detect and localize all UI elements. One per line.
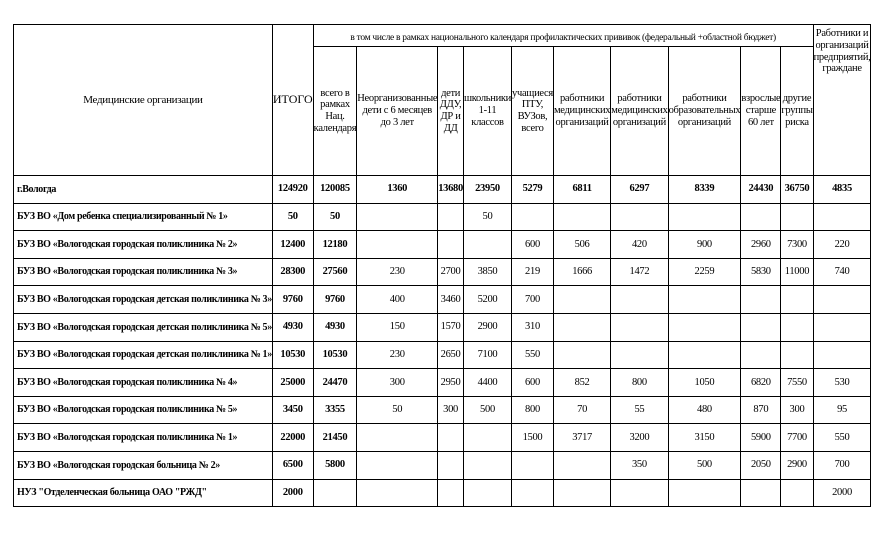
table-row — [14, 231, 871, 259]
row-total-value: 124920 — [272, 176, 313, 204]
row-value-cell: 900 — [668, 231, 741, 259]
row-value-cell: 7100 — [463, 341, 511, 369]
row-organization-name: БУЗ ВО «Вологодская городская поликлиника № 5» — [14, 396, 273, 424]
row-value-cell: 10530 — [313, 341, 357, 369]
row-value-cell: 600 — [512, 231, 554, 259]
row-value-cell — [741, 203, 781, 231]
header-sub-all-national: всего в рамках Нац. календаря — [313, 47, 357, 176]
row-value-cell: 420 — [611, 231, 668, 259]
header-sub-kindergarten-children: дети ДДУ, ДР и ДД — [438, 47, 464, 176]
table-row — [14, 341, 871, 369]
row-value-cell: 12180 — [313, 231, 357, 259]
row-organization-name: г.Вологда — [14, 176, 273, 204]
row-value-cell: 2900 — [781, 451, 813, 479]
row-workers-value: 220 — [813, 231, 871, 259]
table-row — [14, 424, 871, 452]
row-value-cell: 24470 — [313, 369, 357, 397]
row-value-cell: 7700 — [781, 424, 813, 452]
row-value-cell: 55 — [611, 396, 668, 424]
row-value-cell — [438, 203, 464, 231]
row-value-cell: 500 — [668, 451, 741, 479]
row-value-cell: 2259 — [668, 258, 741, 286]
row-value-cell — [313, 479, 357, 506]
row-workers-value — [813, 313, 871, 341]
row-value-cell: 852 — [553, 369, 610, 397]
row-workers-value: 95 — [813, 396, 871, 424]
row-value-cell: 6820 — [741, 369, 781, 397]
row-workers-value — [813, 203, 871, 231]
row-value-cell: 300 — [357, 369, 438, 397]
row-workers-value — [813, 341, 871, 369]
row-value-cell — [463, 231, 511, 259]
row-value-cell: 500 — [463, 396, 511, 424]
row-value-cell: 3355 — [313, 396, 357, 424]
row-value-cell: 5200 — [463, 286, 511, 314]
row-value-cell: 506 — [553, 231, 610, 259]
row-workers-value: 530 — [813, 369, 871, 397]
row-value-cell — [357, 203, 438, 231]
row-value-cell — [463, 424, 511, 452]
row-value-cell — [438, 451, 464, 479]
row-value-cell: 50 — [357, 396, 438, 424]
row-total-value: 9760 — [272, 286, 313, 314]
row-value-cell: 4400 — [463, 369, 511, 397]
row-value-cell: 2900 — [463, 313, 511, 341]
header-sub-medical-workers-a: работники медицинских организаций — [553, 47, 610, 176]
row-workers-value: 2000 — [813, 479, 871, 506]
row-value-cell: 7300 — [781, 231, 813, 259]
row-value-cell — [611, 313, 668, 341]
header-workers-citizens: Работники и организаций предприятий, граждане — [813, 25, 871, 176]
row-total-value: 10530 — [272, 341, 313, 369]
row-value-cell — [741, 341, 781, 369]
row-value-cell: 70 — [553, 396, 610, 424]
row-value-cell — [463, 451, 511, 479]
row-organization-name: НУЗ "Отделенческая больница ОАО "РЖД" — [14, 479, 273, 506]
header-sub-schoolchildren: школьники 1-11 классов — [463, 47, 511, 176]
row-value-cell: 400 — [357, 286, 438, 314]
row-organization-name: БУЗ ВО «Вологодская городская поликлиника № 4» — [14, 369, 273, 397]
row-value-cell: 2050 — [741, 451, 781, 479]
header-organizations: Медицинские организации — [14, 25, 273, 176]
row-total-value: 4930 — [272, 313, 313, 341]
row-workers-value — [813, 286, 871, 314]
row-value-cell: 600 — [512, 369, 554, 397]
row-value-cell — [512, 203, 554, 231]
row-value-cell: 6297 — [611, 176, 668, 204]
row-workers-value: 4835 — [813, 176, 871, 204]
row-value-cell: 7550 — [781, 369, 813, 397]
row-value-cell: 50 — [313, 203, 357, 231]
row-value-cell — [611, 286, 668, 314]
row-total-value: 6500 — [272, 451, 313, 479]
row-value-cell: 6811 — [553, 176, 610, 204]
row-value-cell: 1472 — [611, 258, 668, 286]
vaccination-table — [13, 24, 871, 507]
row-value-cell — [357, 451, 438, 479]
row-value-cell — [438, 424, 464, 452]
row-value-cell: 219 — [512, 258, 554, 286]
header-sub-education-workers: работники образовательных организаций — [668, 47, 741, 176]
table-row — [14, 396, 871, 424]
row-value-cell: 550 — [512, 341, 554, 369]
row-value-cell — [668, 313, 741, 341]
row-value-cell: 5900 — [741, 424, 781, 452]
row-value-cell: 3717 — [553, 424, 610, 452]
row-value-cell: 11000 — [781, 258, 813, 286]
row-workers-value: 550 — [813, 424, 871, 452]
table-row — [14, 369, 871, 397]
row-value-cell: 9760 — [313, 286, 357, 314]
row-organization-name: БУЗ ВО «Вологодская городская больница № 2» — [14, 451, 273, 479]
row-value-cell: 21450 — [313, 424, 357, 452]
row-value-cell: 1360 — [357, 176, 438, 204]
row-value-cell — [553, 286, 610, 314]
row-value-cell — [553, 203, 610, 231]
row-organization-name: БУЗ ВО «Вологодская городская детская поликлиника № 1» — [14, 341, 273, 369]
row-value-cell: 350 — [611, 451, 668, 479]
table-row — [14, 203, 871, 231]
row-value-cell: 3460 — [438, 286, 464, 314]
row-value-cell — [438, 231, 464, 259]
row-total-value: 22000 — [272, 424, 313, 452]
row-organization-name: БУЗ ВО «Вологодская городская детская поликлиника № 3» — [14, 286, 273, 314]
row-value-cell — [553, 341, 610, 369]
row-value-cell — [781, 286, 813, 314]
row-value-cell: 5800 — [313, 451, 357, 479]
row-value-cell: 36750 — [781, 176, 813, 204]
row-value-cell — [512, 479, 554, 506]
row-value-cell — [668, 341, 741, 369]
row-value-cell: 870 — [741, 396, 781, 424]
row-value-cell — [553, 313, 610, 341]
header-sub-unorganized-children: Неорганизованные дети с 6 месяцев до 3 лет — [357, 47, 438, 176]
row-total-value: 50 — [272, 203, 313, 231]
row-value-cell — [611, 203, 668, 231]
row-total-value: 3450 — [272, 396, 313, 424]
row-value-cell: 24430 — [741, 176, 781, 204]
row-value-cell: 3200 — [611, 424, 668, 452]
header-sub-adults-over-60: взрослые старше 60 лет — [741, 47, 781, 176]
row-value-cell: 2950 — [438, 369, 464, 397]
row-value-cell — [438, 479, 464, 506]
header-total: ИТОГО — [272, 25, 313, 176]
row-value-cell: 5830 — [741, 258, 781, 286]
row-value-cell: 230 — [357, 258, 438, 286]
row-value-cell — [668, 479, 741, 506]
row-value-cell: 310 — [512, 313, 554, 341]
row-value-cell — [781, 203, 813, 231]
row-value-cell — [741, 313, 781, 341]
row-value-cell — [781, 479, 813, 506]
row-value-cell: 3150 — [668, 424, 741, 452]
row-total-value: 28300 — [272, 258, 313, 286]
row-value-cell: 1050 — [668, 369, 741, 397]
row-value-cell — [357, 424, 438, 452]
row-value-cell — [357, 479, 438, 506]
row-organization-name: БУЗ ВО «Вологодская городская поликлиника № 1» — [14, 424, 273, 452]
row-value-cell: 2700 — [438, 258, 464, 286]
row-value-cell: 150 — [357, 313, 438, 341]
row-value-cell: 3850 — [463, 258, 511, 286]
row-total-value: 12400 — [272, 231, 313, 259]
row-value-cell: 800 — [512, 396, 554, 424]
row-organization-name: БУЗ ВО «Вологодская городская детская поликлиника № 5» — [14, 313, 273, 341]
row-value-cell: 300 — [438, 396, 464, 424]
row-workers-value: 700 — [813, 451, 871, 479]
row-total-value: 25000 — [272, 369, 313, 397]
table-row — [14, 313, 871, 341]
row-value-cell: 4930 — [313, 313, 357, 341]
row-value-cell — [512, 451, 554, 479]
header-sub-risk-groups: другие группы риска — [781, 47, 813, 176]
row-organization-name: БУЗ ВО «Вологодская городская поликлиника № 2» — [14, 231, 273, 259]
row-value-cell — [553, 451, 610, 479]
row-value-cell: 27560 — [313, 258, 357, 286]
row-value-cell: 1570 — [438, 313, 464, 341]
row-value-cell — [611, 341, 668, 369]
header-national-calendar: в том числе в рамках национального календаря профилактических прививок (федеральный +областной бюджет) — [313, 25, 813, 47]
row-value-cell: 120085 — [313, 176, 357, 204]
row-value-cell — [553, 479, 610, 506]
row-value-cell: 300 — [781, 396, 813, 424]
row-value-cell — [463, 479, 511, 506]
table-body — [14, 176, 871, 507]
row-workers-value: 740 — [813, 258, 871, 286]
row-value-cell: 13680 — [438, 176, 464, 204]
row-total-value: 2000 — [272, 479, 313, 506]
table-row — [14, 451, 871, 479]
row-value-cell: 480 — [668, 396, 741, 424]
header-sub-students: учащиеся ПТУ, ВУЗов, всего — [512, 47, 554, 176]
row-value-cell: 700 — [512, 286, 554, 314]
row-value-cell: 2960 — [741, 231, 781, 259]
header-sub-medical-workers-b: работники медицинских организаций — [611, 47, 668, 176]
row-value-cell — [781, 313, 813, 341]
table-row — [14, 258, 871, 286]
table-row — [14, 479, 871, 506]
row-value-cell — [668, 203, 741, 231]
row-organization-name: БУЗ ВО «Вологодская городская поликлиника № 3» — [14, 258, 273, 286]
row-value-cell: 1666 — [553, 258, 610, 286]
row-value-cell: 50 — [463, 203, 511, 231]
row-value-cell: 1500 — [512, 424, 554, 452]
row-value-cell — [611, 479, 668, 506]
row-value-cell — [668, 286, 741, 314]
row-value-cell: 230 — [357, 341, 438, 369]
row-value-cell — [741, 479, 781, 506]
row-value-cell: 8339 — [668, 176, 741, 204]
row-value-cell — [781, 341, 813, 369]
table-row — [14, 286, 871, 314]
row-value-cell: 5279 — [512, 176, 554, 204]
row-value-cell: 800 — [611, 369, 668, 397]
row-value-cell: 2650 — [438, 341, 464, 369]
row-value-cell: 23950 — [463, 176, 511, 204]
row-value-cell — [741, 286, 781, 314]
table-row-city-total — [14, 176, 871, 204]
row-organization-name: БУЗ ВО «Дом ребенка специализированный № 1» — [14, 203, 273, 231]
row-value-cell — [357, 231, 438, 259]
